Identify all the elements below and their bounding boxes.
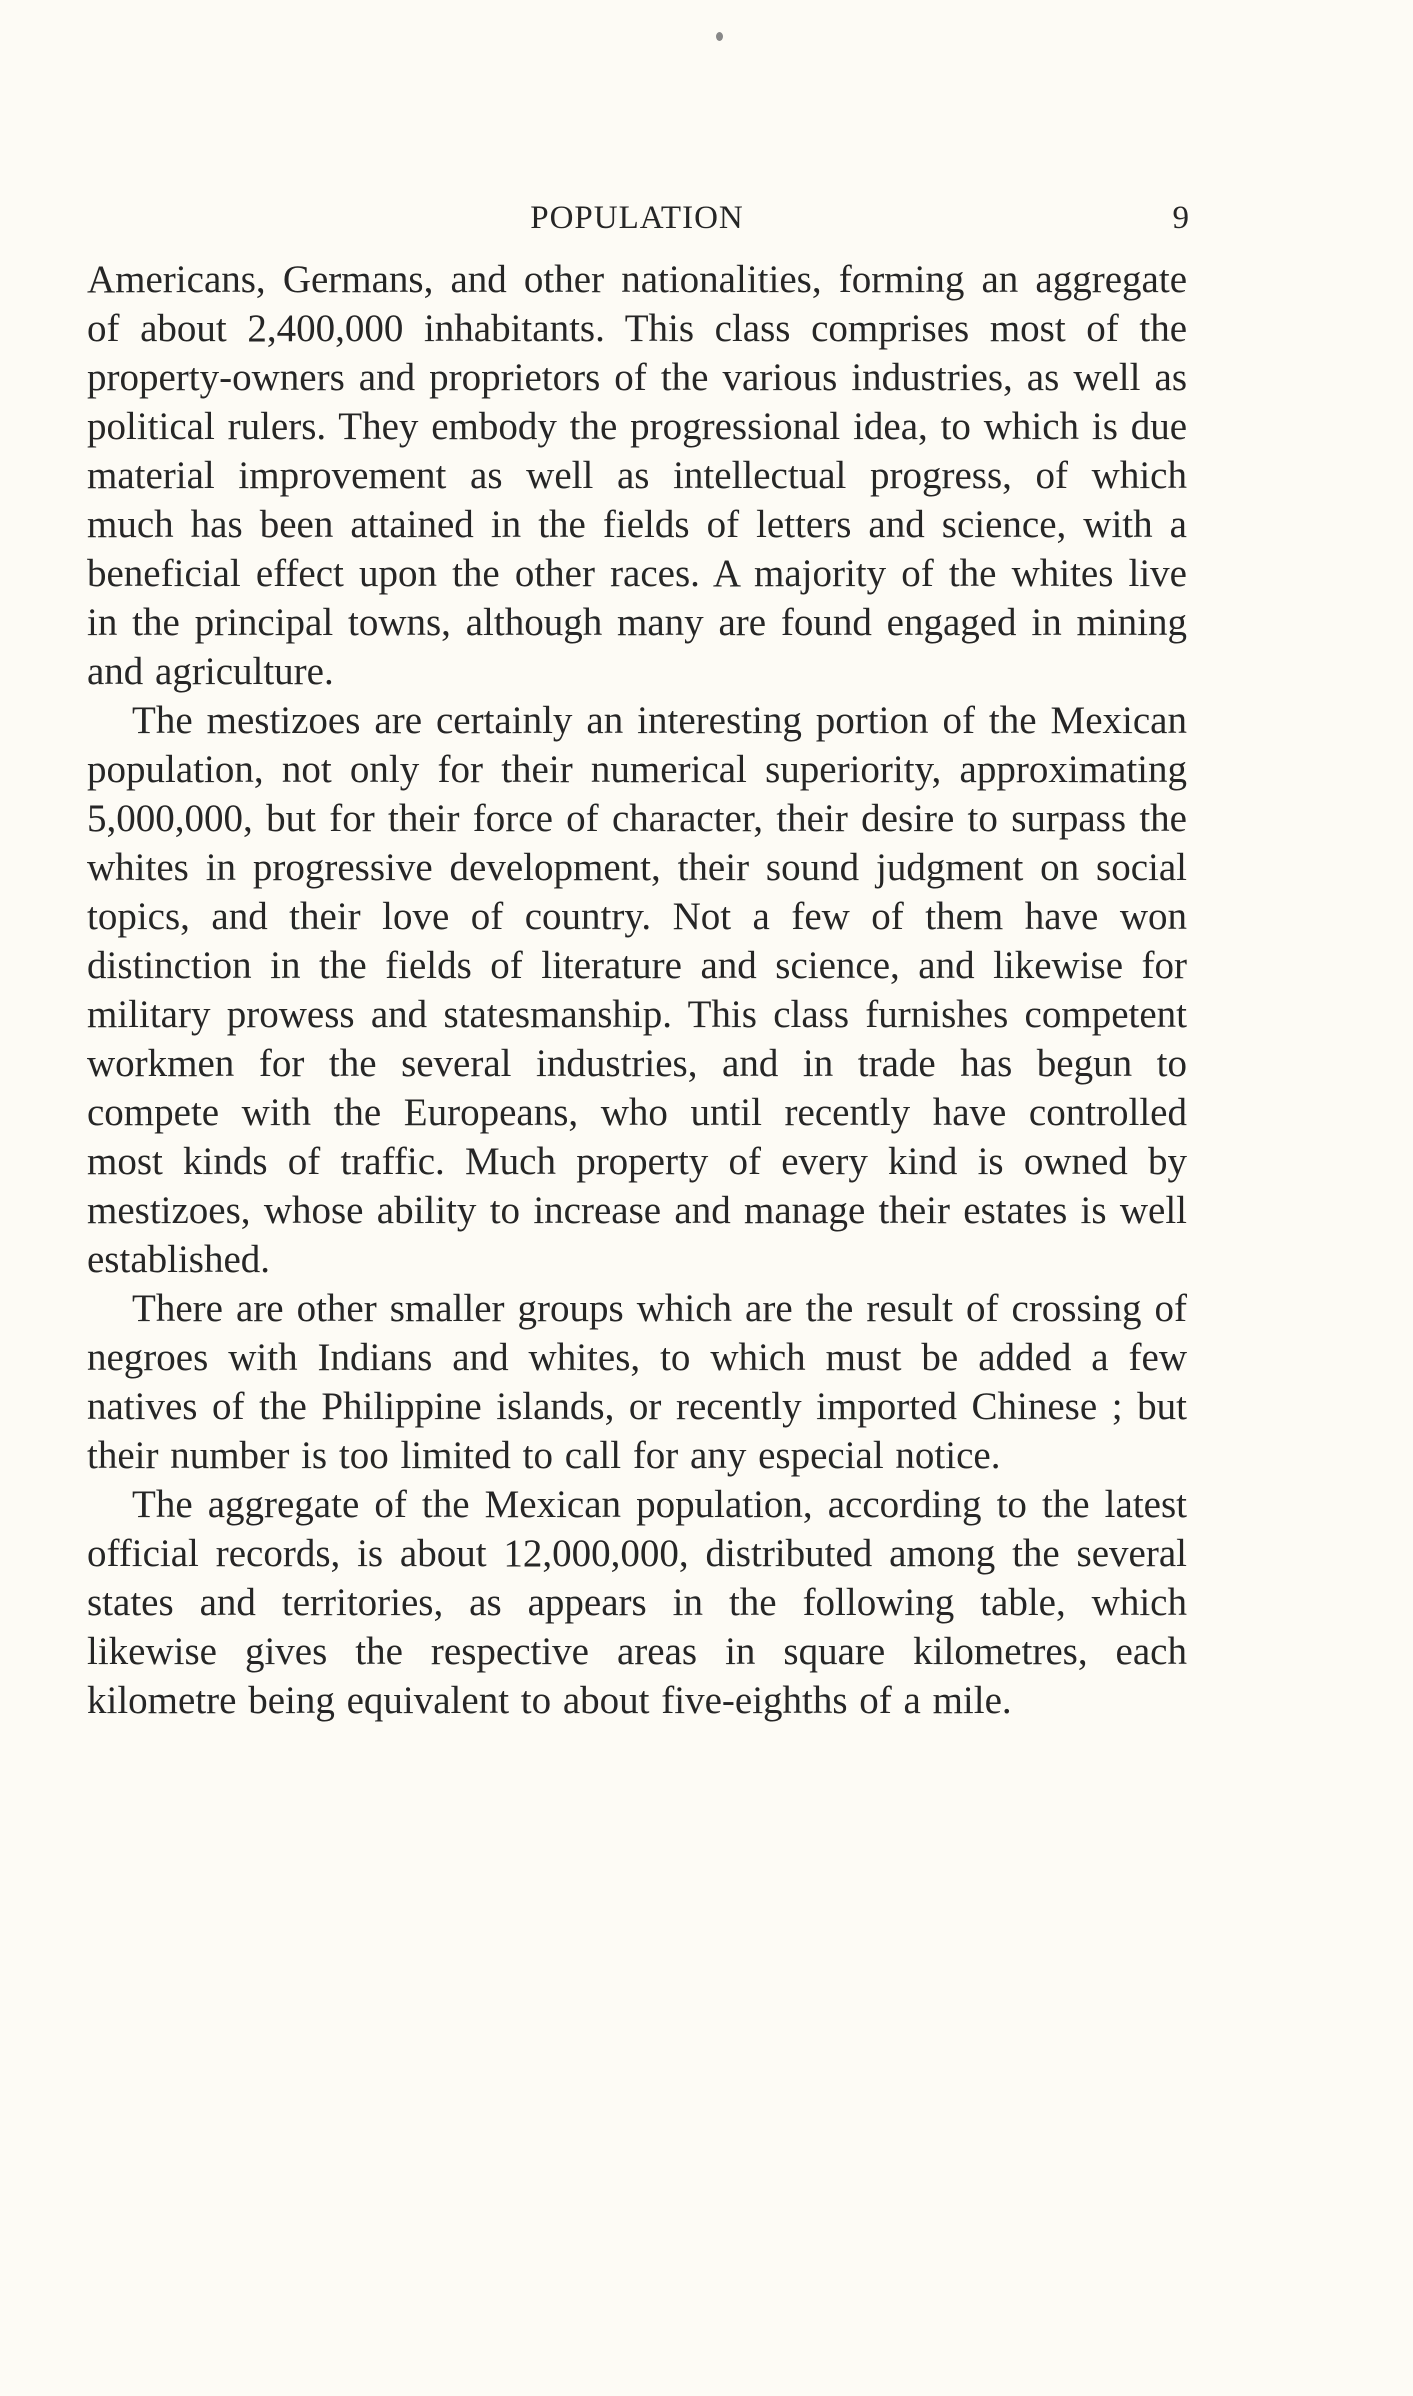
ink-speck <box>716 32 723 41</box>
page-number: 9 <box>1172 200 1189 236</box>
paragraph-aggregate: The aggregate of the Mexican population, according to the latest official records, is about 12,000,000, distributed among the several states and territories, as appears in the following table, which likewise gives the respective areas in square kilometres, each kilometre being equivalent to about five-eighths of a mile. <box>87 1483 1187 1722</box>
running-title: POPULATION <box>530 200 744 236</box>
body-text <box>87 255 1187 1725</box>
paragraph-whites: Americans, Germans, and other nationalities, forming an aggregate of about 2,400,000 inhabitants. This class comprises most of the property-owners and proprietors of the various industries, as well as political rulers. They embody the progressional idea, to which is due material improvement as well as intellectual progress, of which much has been attained in the fields of letters and science, with a beneficial effect upon the other races. A majority of the whites live in the principal towns, although many are found engaged in mining and agriculture. <box>87 258 1187 693</box>
paragraph-smaller-groups: There are other smaller groups which are the result of crossing of negroes with Indians and whites, to which must be added a few natives of the Philippine islands, or recently imported Chinese ; but their number is too limited to call for any especial notice. <box>87 1287 1187 1477</box>
paragraph-mestizoes: The mestizoes are certainly an interesting portion of the Mexican population, not only for their numerical superiority, approximating 5,000,000, but for their force of character, their desire to surpass the whites in progressive development, their sound judgment on social topics, and their love of country. Not a few of them have won distinction in the fields of literature and science, and likewise for military prowess and statesmanship. This class furnishes competent workmen for the several industries, and in trade has begun to compete with the Europeans, who until recently have controlled most kinds of traffic. Much property of every kind is owned by mestizoes, whose ability to increase and manage their estates is well established. <box>87 699 1187 1281</box>
running-head <box>87 200 1187 250</box>
